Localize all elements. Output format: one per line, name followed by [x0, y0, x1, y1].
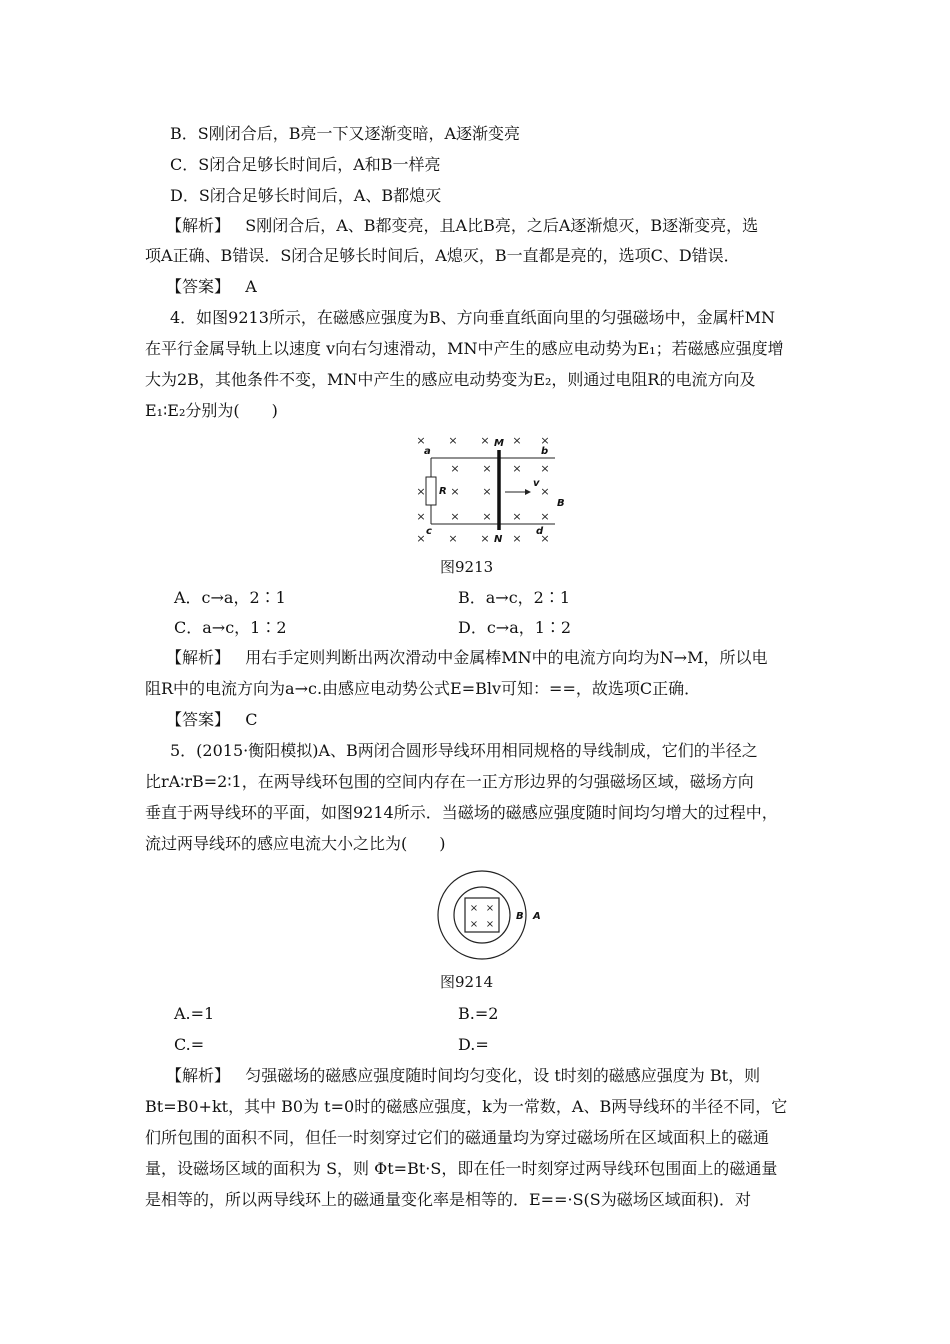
q4-option-b: B．a→c，2∶1 [458, 588, 571, 607]
label-c: c [426, 526, 432, 537]
svg-text:×: × [512, 510, 522, 523]
analysis-text: S刚闭合后，A、B都变亮，且A比B亮，之后A逐渐熄灭，B逐渐变亮，选 [245, 216, 759, 235]
analysis-text: 匀强磁场的磁感应强度随时间均匀变化，设 t时刻的磁感应强度为 Bt，则 [245, 1066, 761, 1085]
figure-9214-caption: 图9214 [440, 973, 494, 991]
svg-text:×: × [480, 434, 490, 447]
q4-stem-2: 在平行金属导轨上以速度 v向右匀速滑动，MN中产生的感应电动势为E₁；若磁感应强度增 [145, 339, 784, 358]
svg-text:×: × [540, 532, 550, 545]
svg-text:×: × [450, 485, 460, 498]
q4-stem-4: E₁∶E₂分别为( ) [145, 401, 278, 420]
svg-text:×: × [540, 434, 550, 447]
svg-text:×: × [450, 510, 460, 523]
q5-option-c: C.= [174, 1035, 205, 1054]
svg-text:×: × [450, 462, 460, 475]
svg-text:×: × [482, 510, 492, 523]
svg-text:×: × [540, 510, 550, 523]
svg-text:×: × [512, 462, 522, 475]
svg-text:×: × [416, 532, 426, 545]
analysis-tag: 【解析】 [166, 216, 231, 235]
answer-value: A [245, 277, 257, 296]
label-n: N [494, 534, 503, 545]
svg-text:×: × [485, 919, 495, 930]
analysis-tag: 【解析】 [166, 1066, 231, 1085]
svg-text:×: × [485, 903, 495, 914]
q5-analysis [166, 1066, 760, 1086]
label-r: R [439, 486, 447, 497]
svg-text:×: × [512, 532, 522, 545]
q3-option-c: C．S闭合足够长时间后，A和B一样亮 [170, 155, 441, 174]
analysis-text: 用右手定则判断出两次滑动中金属棒MN中的电流方向均为N→M，所以电 [245, 648, 768, 667]
q4-stem-1: 4．如图9213所示，在磁感应强度为B、方向垂直纸面向里的匀强磁场中，金属杆MN [170, 308, 776, 327]
q4-analysis [166, 648, 767, 668]
q5-analysis-4: 量，设磁场区域的面积为 S，则 Φt=Bt·S，即在任一时刻穿过两导线环包围面上的磁通量 [145, 1159, 778, 1178]
figure-9214 [432, 865, 552, 965]
q4-stem-3: 大为2B，其他条件不变，MN中产生的感应电动势变为E₂，则通过电阻R的电流方向及 [145, 370, 756, 389]
label-m: M [494, 438, 504, 449]
svg-text:×: × [540, 462, 550, 475]
q5-option-a: A.=1 [174, 1004, 215, 1023]
figure-9213-caption: 图9213 [440, 558, 494, 576]
analysis-tag: 【解析】 [166, 648, 231, 667]
q5-option-d: D.= [458, 1035, 489, 1054]
svg-text:×: × [416, 510, 426, 523]
answer-value: C [245, 710, 258, 729]
label-a: a [424, 446, 431, 457]
q5-stem-1: 5．(2015·衡阳模拟)A、B两闭合圆形导线环用相同规格的导线制成，它们的半径之 [170, 741, 758, 760]
q3-option-d: D．S闭合足够长时间后，A、B都熄灭 [170, 186, 442, 205]
answer-tag: 【答案】 [166, 710, 231, 729]
q5-analysis-2: Bt=B0+kt，其中 B0为 t=0时的磁感应强度，k为一常数，A、B两导线环的半径不同，它 [145, 1097, 788, 1116]
q4-analysis-cont: 阻R中的电流方向为a→c.由感应电动势公式E=Blv可知：==，故选项C正确． [145, 679, 701, 698]
q4-answer [166, 710, 258, 730]
svg-text:×: × [540, 485, 550, 498]
svg-text:×: × [482, 462, 492, 475]
svg-text:×: × [482, 485, 492, 498]
label-field-b: B [557, 498, 565, 509]
label-ring-a: A [533, 911, 541, 922]
q5-stem-2: 比rA∶rB=2∶1，在两导线环包围的空间内存在一正方形边界的匀强磁场区域，磁场方向 [145, 772, 754, 791]
svg-text:×: × [480, 532, 490, 545]
svg-text:×: × [469, 903, 479, 914]
label-ring-b: B [516, 911, 524, 922]
q5-stem-4: 流过两导线环的感应电流大小之比为( ) [145, 834, 446, 853]
label-d: d [536, 526, 544, 537]
svg-text:×: × [469, 919, 479, 930]
svg-text:×: × [448, 532, 458, 545]
label-v: v [533, 478, 540, 489]
svg-text:×: × [416, 434, 426, 447]
q5-option-b: B.=2 [458, 1004, 499, 1023]
q5-analysis-5: 是相等的，所以两导线环上的磁通量变化率是相等的．E==·S(S为磁场区域面积)．对 [145, 1190, 751, 1209]
answer-tag: 【答案】 [166, 277, 231, 296]
q5-stem-3: 垂直于两导线环的平面，如图9214所示．当磁场的磁感应强度随时间均匀增大的过程中， [145, 803, 778, 822]
q3-analysis-cont: 项A正确、B错误．S闭合足够长时间后，A熄灭，B一直都是亮的，选项C、D错误． [145, 246, 740, 265]
svg-text:×: × [416, 485, 426, 498]
q3-analysis [166, 216, 758, 236]
q4-option-d: D．c→a，1∶2 [458, 618, 572, 637]
q5-analysis-3: 们所包围的面积不同，但任一时刻穿过它们的磁通量均为穿过磁场所在区域面积上的磁通 [145, 1128, 770, 1147]
svg-text:×: × [512, 434, 522, 447]
svg-text:×: × [448, 434, 458, 447]
q3-option-b: B．S刚闭合后，B亮一下又逐渐变暗，A逐渐变亮 [170, 124, 521, 143]
label-b: b [541, 446, 549, 457]
figure-9213 [405, 430, 585, 552]
q3-answer [166, 277, 257, 297]
q4-option-c: C．a→c，1∶2 [174, 618, 287, 637]
q4-option-a: A．c→a，2∶1 [174, 588, 286, 607]
